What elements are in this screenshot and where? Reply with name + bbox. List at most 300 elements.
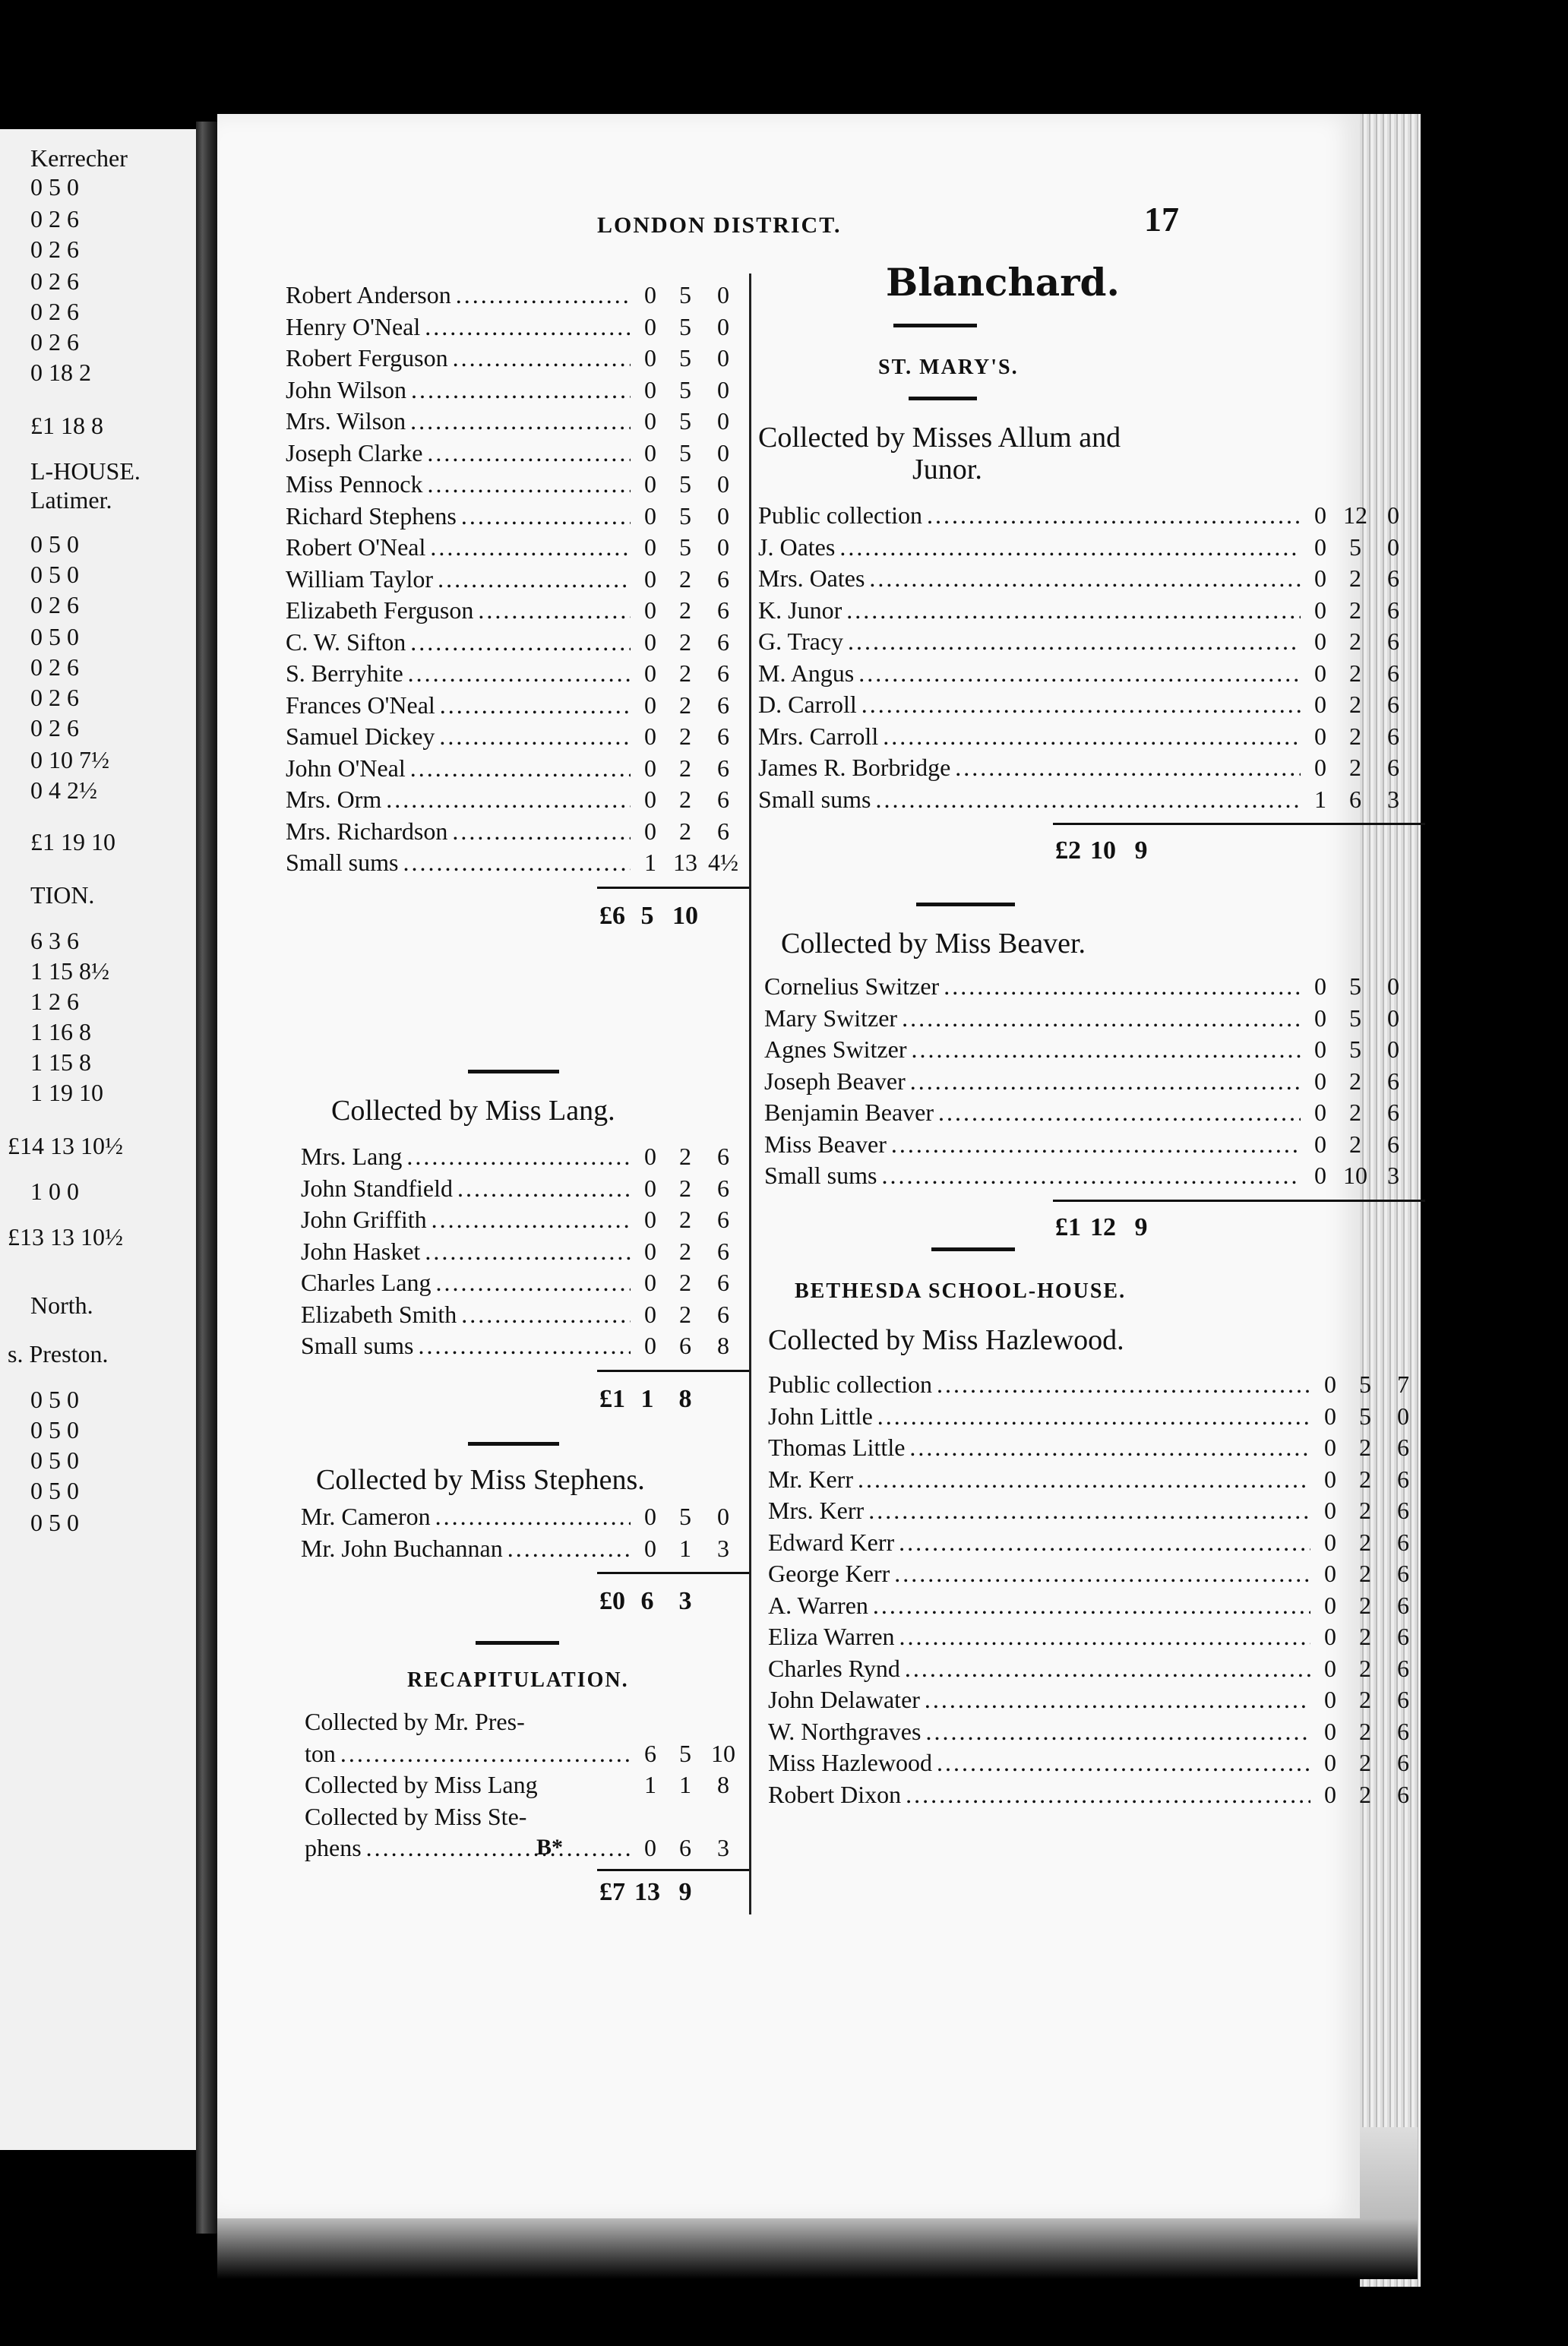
contributor-name: Robert Ferguson — [286, 344, 448, 372]
pounds: £1 — [599, 1384, 625, 1413]
shillings: 13 — [634, 1877, 660, 1906]
contributor-name: Henry O'Neal — [286, 312, 421, 340]
amount — [635, 659, 741, 688]
pence: 6 — [717, 754, 729, 782]
pounds: 0 — [644, 628, 656, 656]
section-heading: Collected by Miss Stephens. — [316, 1464, 645, 1496]
pence: 6 — [1387, 628, 1399, 655]
amount — [635, 502, 741, 530]
pence: 6 — [717, 691, 729, 719]
facing-page-line: 0 2 6 — [30, 298, 79, 325]
amount — [1305, 754, 1412, 782]
amount — [635, 1332, 741, 1360]
shillings: 6 — [1349, 785, 1361, 813]
amount — [1305, 596, 1412, 624]
section-heading: Collected by Miss Hazlewood. — [768, 1324, 1124, 1356]
list-entry — [768, 1684, 1421, 1715]
section-rule — [468, 1070, 559, 1073]
pence: 6 — [1387, 596, 1399, 624]
contributor-name: Elizabeth Ferguson — [286, 596, 474, 624]
pounds: 0 — [644, 1206, 656, 1233]
contributor-name: Cornelius Switzer — [764, 972, 940, 1000]
recap-label: Collected by Miss Ste- — [305, 1802, 527, 1830]
facing-page-line: 0 2 6 — [30, 328, 79, 356]
facing-page-line: 0 2 6 — [30, 714, 79, 741]
amount — [1305, 1035, 1412, 1064]
amount — [1305, 659, 1412, 688]
amount — [1305, 1130, 1412, 1159]
pounds: 0 — [644, 1300, 656, 1328]
shillings: 2 — [679, 659, 691, 687]
leader-dots — [386, 786, 631, 814]
facing-page-line: 1 16 8 — [30, 1018, 91, 1045]
shillings: 2 — [1349, 659, 1361, 687]
list-entry — [768, 1464, 1421, 1495]
leader-dots — [839, 533, 1301, 561]
shillings: 2 — [679, 722, 691, 750]
list-entry — [301, 1141, 741, 1172]
contributor-name: Small sums — [286, 849, 399, 876]
leader-dots — [440, 691, 631, 719]
pounds: 0 — [644, 407, 656, 435]
leader-dots — [858, 659, 1301, 688]
contributor-name: J. Oates — [758, 533, 836, 561]
leader-dots — [366, 1834, 631, 1862]
leader-dots — [430, 533, 631, 561]
list-entry — [768, 1621, 1421, 1652]
leader-dots — [877, 1402, 1310, 1431]
facing-page-line: 1 15 8 — [30, 1048, 91, 1076]
recap-entry-cont — [305, 1832, 741, 1864]
leader-dots — [927, 501, 1301, 530]
amount — [1305, 691, 1412, 719]
list-entry — [758, 595, 1412, 626]
leader-dots — [955, 754, 1301, 782]
contributor-name: Small sums — [301, 1332, 414, 1359]
pence: 3 — [717, 1834, 729, 1861]
pence: 7 — [1397, 1371, 1409, 1398]
recap-entry — [305, 1769, 741, 1801]
contributor-name: S. Berryhite — [286, 659, 403, 687]
facing-page-line: 0 5 0 — [30, 1416, 79, 1443]
facing-page-line: 1 2 6 — [30, 988, 79, 1015]
list-entry — [758, 658, 1412, 689]
facing-page-line: 0 2 6 — [30, 267, 79, 295]
facing-page-line: s. Preston. — [8, 1340, 109, 1367]
amount — [1315, 1371, 1421, 1399]
pence: 8 — [717, 1771, 729, 1798]
leader-dots — [427, 470, 631, 498]
contributor-name: Joseph Beaver — [764, 1067, 906, 1095]
list-entry — [286, 532, 741, 563]
list-entry — [286, 690, 741, 721]
list-entry — [768, 1558, 1421, 1589]
facing-page-line: North. — [30, 1292, 93, 1319]
pence: 6 — [1387, 1099, 1399, 1126]
church-heading: ST. MARY'S. — [878, 356, 1019, 379]
amount — [1053, 836, 1159, 865]
list-entry — [768, 1432, 1421, 1463]
pounds: 0 — [1324, 1717, 1336, 1745]
leader-dots — [899, 1623, 1310, 1651]
list-entry — [758, 689, 1412, 720]
pence: 6 — [1387, 691, 1399, 718]
pounds: 0 — [1314, 1099, 1326, 1126]
amount — [635, 1503, 741, 1531]
page-number: 17 — [1144, 200, 1179, 239]
leader-dots — [456, 281, 631, 309]
list-entry — [758, 721, 1412, 752]
pounds: 0 — [644, 659, 656, 687]
facing-page-line: Latimer. — [30, 486, 112, 514]
facing-page-line: 0 10 7½ — [30, 746, 109, 773]
pence: 9 — [1134, 1213, 1148, 1241]
pounds: £6 — [599, 901, 625, 930]
amount — [1315, 1434, 1421, 1462]
pounds: 0 — [1314, 533, 1326, 561]
leader-dots — [861, 691, 1301, 719]
pounds: 0 — [644, 754, 656, 782]
shillings: 2 — [679, 1143, 691, 1170]
pence: 0 — [1387, 972, 1399, 1000]
amount — [635, 1238, 741, 1266]
pence: 0 — [717, 1503, 729, 1530]
leader-dots — [906, 1781, 1310, 1809]
facing-page-line: £1 19 10 — [30, 828, 115, 855]
pence: 6 — [717, 1237, 729, 1265]
pence: 6 — [717, 1174, 729, 1202]
shillings: 12 — [1090, 1213, 1116, 1241]
total-rule — [1053, 823, 1425, 825]
shillings: 5 — [1349, 972, 1361, 1000]
list-entry — [758, 752, 1412, 783]
pence: 3 — [1387, 785, 1399, 813]
leader-dots — [899, 1529, 1310, 1557]
amount — [635, 1771, 741, 1799]
shillings: 5 — [679, 407, 691, 435]
shillings: 2 — [1349, 564, 1361, 592]
shillings: 5 — [679, 1739, 691, 1767]
contributor-name: Miss Hazlewood — [768, 1749, 932, 1776]
leader-dots — [452, 817, 631, 846]
facing-page-line: 0 5 0 — [30, 1477, 79, 1504]
pence: 0 — [1387, 1035, 1399, 1063]
leader-dots — [461, 1301, 631, 1329]
shillings: 6 — [640, 1587, 654, 1615]
amount — [1305, 628, 1412, 656]
leader-dots — [435, 1503, 631, 1531]
amount — [635, 533, 741, 561]
book-binding — [196, 122, 217, 2234]
pence: 6 — [717, 817, 729, 845]
list-entry — [301, 1501, 741, 1532]
pence: 6 — [1397, 1434, 1409, 1461]
amount — [1315, 1592, 1421, 1620]
shillings: 2 — [679, 786, 691, 813]
pence: 6 — [1387, 1130, 1399, 1158]
pence: 0 — [717, 344, 729, 372]
pounds: 0 — [1314, 754, 1326, 781]
leader-dots — [453, 344, 631, 372]
amount — [1315, 1465, 1421, 1494]
amount — [635, 1535, 741, 1563]
leader-dots — [925, 1686, 1310, 1714]
pence: 6 — [1387, 659, 1399, 687]
leader-dots — [410, 754, 631, 783]
list-entry — [768, 1747, 1421, 1778]
pounds: 0 — [1324, 1749, 1336, 1776]
pence: 0 — [717, 438, 729, 466]
amount — [635, 376, 741, 404]
contributor-name: Joseph Clarke — [286, 438, 423, 466]
pounds: 0 — [1314, 564, 1326, 592]
pence: 0 — [717, 533, 729, 561]
pounds: 0 — [1314, 972, 1326, 1000]
pence: 6 — [1397, 1560, 1409, 1587]
shillings: 2 — [679, 564, 691, 593]
list-entry — [301, 1299, 741, 1330]
pence: 6 — [717, 628, 729, 656]
amount — [635, 470, 741, 498]
leader-dots — [858, 1465, 1310, 1494]
contributor-name: Eliza Warren — [768, 1623, 895, 1650]
contributor-name: Richard Stephens — [286, 501, 457, 530]
facing-page-line: 0 5 0 — [30, 1509, 79, 1536]
leader-dots — [909, 1434, 1310, 1462]
amount — [635, 313, 741, 341]
recap-label-cont: phens — [305, 1834, 362, 1861]
contributor-name: Elizabeth Smith — [301, 1300, 457, 1328]
shillings: 5 — [640, 901, 654, 930]
list-entry — [301, 1236, 741, 1267]
amount — [1315, 1402, 1421, 1431]
pounds: 0 — [644, 1332, 656, 1359]
pounds: 0 — [1324, 1465, 1336, 1493]
pounds: £7 — [599, 1877, 625, 1906]
amount — [1315, 1686, 1421, 1714]
amount — [635, 344, 741, 372]
facing-page-line: 0 5 0 — [30, 561, 79, 588]
facing-page-line: 0 5 0 — [30, 530, 79, 558]
shillings: 1 — [679, 1771, 691, 1798]
shillings: 5 — [679, 501, 691, 530]
leader-dots — [408, 659, 631, 688]
contributor-name: Mr. Kerr — [768, 1465, 853, 1493]
amount — [1305, 501, 1412, 530]
list-entry — [758, 500, 1412, 531]
shillings: 5 — [679, 470, 691, 498]
pounds: 0 — [644, 1143, 656, 1170]
signature-mark: B* — [536, 1835, 564, 1860]
pounds: 0 — [1324, 1623, 1336, 1650]
pounds: £1 — [1055, 1213, 1081, 1241]
leader-dots — [411, 376, 631, 404]
shillings: 2 — [1359, 1560, 1371, 1587]
contributor-name: D. Carroll — [758, 691, 857, 718]
pounds: 0 — [644, 281, 656, 308]
leader-dots — [418, 1332, 631, 1360]
contributor-name: Agnes Switzer — [764, 1035, 907, 1063]
shillings: 2 — [1349, 691, 1361, 718]
contributor-name: Charles Rynd — [768, 1654, 900, 1682]
contributor-name: John Delawater — [768, 1686, 920, 1713]
contributor-name: W. Northgraves — [768, 1717, 922, 1745]
shillings: 2 — [679, 754, 691, 782]
amount — [635, 1206, 741, 1234]
contributor-name: Mrs. Richardson — [286, 817, 448, 845]
pounds: 0 — [644, 533, 656, 561]
pounds: 0 — [1314, 1067, 1326, 1095]
contributor-name: Public collection — [768, 1371, 932, 1398]
leader-dots — [406, 1143, 631, 1171]
shillings: 5 — [1349, 533, 1361, 561]
pounds: 0 — [644, 691, 656, 719]
shillings: 2 — [1359, 1434, 1371, 1461]
amount — [635, 565, 741, 593]
pounds: 0 — [644, 817, 656, 845]
leader-dots — [937, 1749, 1310, 1777]
shillings: 5 — [1359, 1402, 1371, 1430]
list-entry — [286, 564, 741, 595]
amount — [635, 722, 741, 751]
pounds: 0 — [1324, 1780, 1336, 1808]
contributor-name: Mrs. Orm — [286, 786, 382, 813]
shillings: 6 — [679, 1332, 691, 1359]
pounds: 0 — [1314, 1162, 1326, 1189]
pounds: 0 — [644, 564, 656, 593]
section-heading-cont: Junor. — [912, 454, 982, 485]
pence: 10 — [711, 1739, 735, 1767]
contributor-name: Small sums — [758, 785, 871, 813]
shillings: 2 — [1359, 1749, 1371, 1776]
facing-page-line: 0 5 0 — [30, 1446, 79, 1474]
facing-page-line: 0 2 6 — [30, 684, 79, 711]
amount — [1315, 1718, 1421, 1746]
leader-dots — [846, 596, 1301, 624]
amount — [635, 817, 741, 846]
facing-page-line: £14 13 10½ — [8, 1132, 123, 1159]
shillings: 2 — [679, 596, 691, 624]
amount — [1305, 786, 1412, 814]
shillings: 2 — [1359, 1528, 1371, 1556]
pence: 0 — [1387, 1004, 1399, 1032]
pounds: 0 — [1324, 1497, 1336, 1524]
leader-dots — [912, 1035, 1301, 1064]
shillings: 5 — [679, 438, 691, 466]
facing-page-line: 0 2 6 — [30, 653, 79, 681]
list-entry — [286, 784, 741, 815]
pence: 6 — [717, 1143, 729, 1170]
list-entry — [764, 971, 1412, 1002]
shillings: 2 — [1359, 1497, 1371, 1524]
list-entry — [764, 1097, 1412, 1128]
shillings: 2 — [679, 628, 691, 656]
pounds: 1 — [644, 1771, 656, 1798]
list-entry — [286, 438, 741, 469]
leader-dots — [848, 628, 1301, 656]
facing-page-line: Kerrecher — [30, 144, 128, 172]
contributor-name: Mrs. Oates — [758, 564, 865, 592]
total-rule — [597, 1572, 749, 1574]
leader-dots — [868, 1497, 1310, 1525]
amount — [1305, 972, 1412, 1001]
contributor-name: Edward Kerr — [768, 1528, 895, 1556]
contributor-name: John Standfield — [301, 1174, 453, 1202]
pence: 3 — [1387, 1162, 1399, 1189]
pence: 0 — [1387, 501, 1399, 529]
pounds: 0 — [1324, 1686, 1336, 1713]
leader-dots — [432, 1206, 631, 1234]
list-entry — [286, 406, 741, 437]
list-entry — [301, 1204, 741, 1235]
pence: 0 — [717, 312, 729, 340]
contributor-name: John Hasket — [301, 1237, 421, 1265]
pounds: 1 — [1314, 785, 1326, 813]
shillings: 2 — [1349, 1099, 1361, 1126]
section-heading: Collected by Miss Lang. — [331, 1095, 615, 1127]
recap-label: Collected by Miss Lang — [305, 1771, 538, 1798]
contributor-name: Mr. John Buchannan — [301, 1534, 503, 1562]
amount — [635, 1740, 741, 1768]
facing-page-line: 6 3 6 — [30, 927, 79, 954]
pounds: 0 — [644, 596, 656, 624]
leader-dots — [427, 439, 631, 467]
list-entry — [758, 784, 1412, 815]
pence: 4½ — [708, 849, 738, 876]
leader-dots — [944, 972, 1301, 1001]
pence: 6 — [1397, 1686, 1409, 1713]
recap-entry-cont — [305, 1738, 741, 1769]
pence: 0 — [717, 501, 729, 530]
contributor-name: Benjamin Beaver — [764, 1099, 934, 1126]
list-entry — [286, 469, 741, 500]
sum-total — [597, 1385, 703, 1414]
pence: 0 — [1387, 533, 1399, 561]
contributor-name: Mr. Cameron — [301, 1503, 431, 1530]
amount — [1053, 1213, 1159, 1242]
amount — [635, 439, 741, 467]
leader-dots — [938, 1099, 1301, 1127]
leader-dots — [410, 407, 631, 435]
pounds: 0 — [1324, 1402, 1336, 1430]
leader-dots — [905, 1655, 1310, 1683]
total-rule — [597, 887, 749, 889]
leader-dots — [403, 849, 631, 877]
facing-page-line: 0 2 6 — [30, 236, 79, 263]
recap-entry — [305, 1706, 741, 1737]
list-entry — [286, 721, 741, 752]
section-rule — [468, 1442, 559, 1446]
shillings: 2 — [1359, 1654, 1371, 1682]
shillings: 2 — [679, 1269, 691, 1296]
section-heading: Collected by Misses Allum and — [758, 422, 1121, 454]
total-rule — [597, 1370, 749, 1372]
sum-total — [1053, 836, 1159, 865]
section-heading: Collected by Miss Beaver. — [781, 928, 1086, 960]
list-entry — [768, 1495, 1421, 1526]
leader-dots — [478, 596, 631, 624]
section-rule — [931, 1247, 1015, 1251]
pounds: 0 — [1324, 1654, 1336, 1682]
list-entry — [301, 1267, 741, 1298]
contributor-name: Samuel Dickey — [286, 722, 435, 750]
contributor-name: Charles Lang — [301, 1269, 432, 1296]
list-entry — [301, 1533, 741, 1564]
pence: 6 — [717, 596, 729, 624]
amount — [1315, 1560, 1421, 1588]
list-entry — [764, 1160, 1412, 1191]
list-entry — [758, 532, 1412, 563]
